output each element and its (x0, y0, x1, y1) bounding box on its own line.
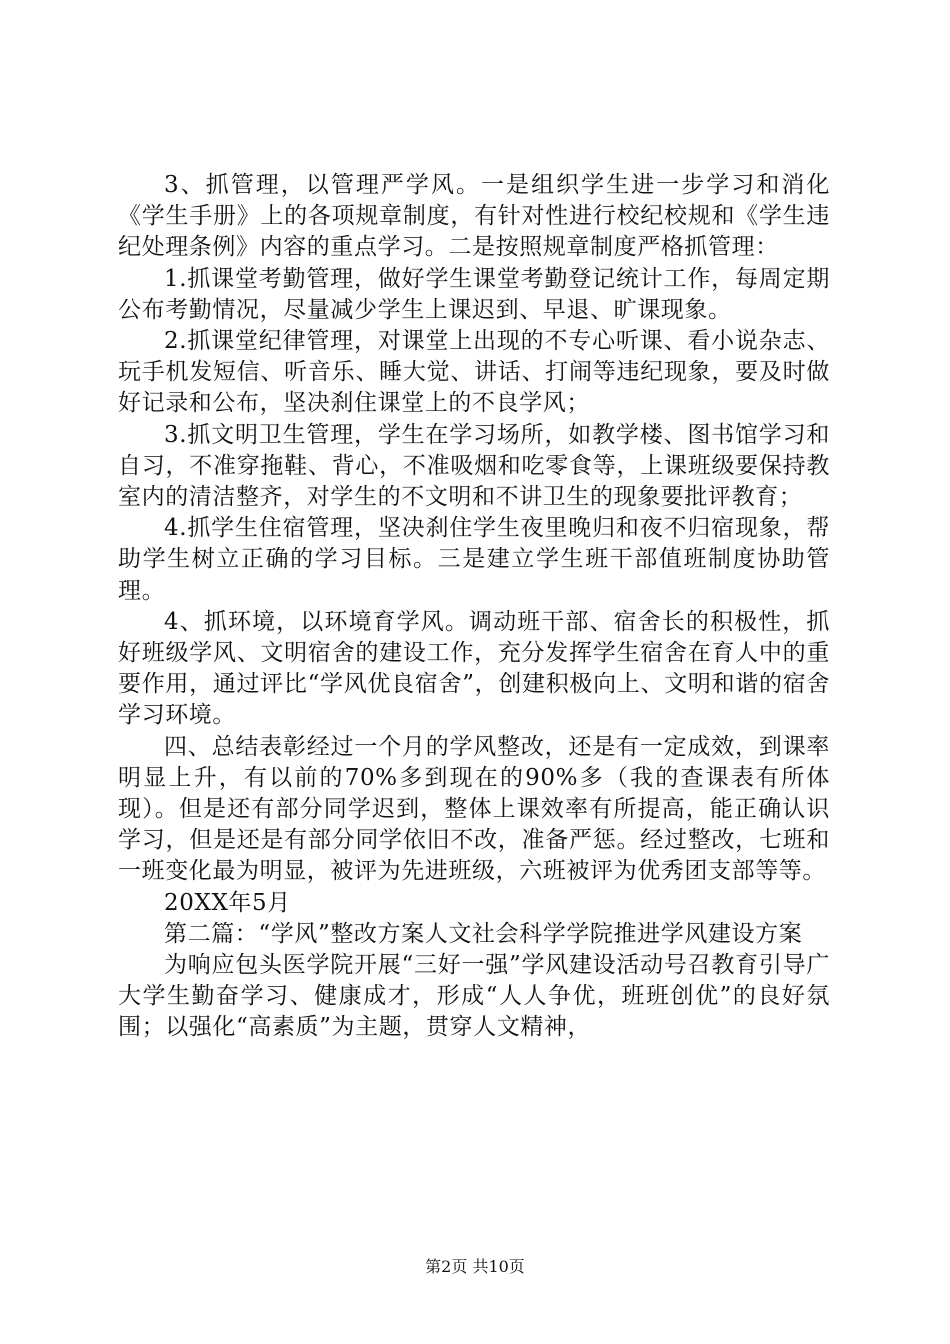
section-heading: 第二篇：“学风”整改方案人文社会科学学院推进学风建设方案 (164, 920, 803, 947)
paragraph-management: 3、抓管理，以管理严学风。一是组织学生进一步学习和消化《学生手册》上的各项规章制度，有针对性进行校纪校规和《学生违纪处理条例》内容的重点学习。二是按照规章制度严格抓管理： (118, 172, 830, 261)
document-body (118, 170, 830, 1044)
paragraph-hygiene: 3.抓文明卫生管理，学生在学习场所，如教学楼、图书馆学习和自习，不准穿拖鞋、背心，不准吸烟和吃零食等，上课班级要保持教室内的清洁整齐，对学生的不文明和不讲卫生的现象要批评教育； (118, 421, 830, 511)
paragraph-attendance: 1.抓课堂考勤管理，做好学生课堂考勤登记统计工作，每周定期公布考勤情况，尽量减少学生上课迟到、早退、旷课现象。 (118, 265, 830, 323)
paragraph-discipline: 2.抓课堂纪律管理，对课堂上出现的不专心听课、看小说杂志、玩手机发短信、听音乐、睡大觉、讲话、打闹等违纪现象，要及时做好记录和公布，坚决刹住课堂上的不良学风； (118, 328, 830, 417)
paragraph-dormitory: 4.抓学生住宿管理，坚决刹住学生夜里晚归和夜不归宿现象，帮助学生树立正确的学习目标。三是建立学生班干部值班制度协助管理。 (118, 515, 830, 604)
paragraph-date: 20XX年5月 (164, 889, 291, 916)
paragraph-environment: 4、抓环境，以环境育学风。调动班干部、宿舍长的积极性，抓好班级学风、文明宿舍的建设工作，充分发挥学生宿舍在育人中的重要作用，通过评比“学风优良宿舍”，创建积极向上、文明和谐的宿舍学习环境。 (118, 608, 830, 729)
paragraph-intro: 为响应包头医学院开展“三好一强”学风建设活动号召教育引导广大学生勤奋学习、健康成才，形成“人人争优，班班创优”的良好氛围；以强化“高素质”为主题，贯穿人文精神， (118, 952, 830, 1041)
page-footer: 第2页 共10页 (425, 1257, 525, 1276)
paragraph-summary: 四、总结表彰经过一个月的学风整改，还是有一定成效，到课率明显上升，有以前的70%多到现在的90%多（我的查课表有所体现）。但是还有部分同学迟到，整体上课效率有所提高，能正确认识学习，但是还是有部分同学依旧不改，准备严惩。经过整改，七班和一班变化最为明显，被评为先进班级，六班被评为优秀团支部等等。 (118, 733, 830, 885)
